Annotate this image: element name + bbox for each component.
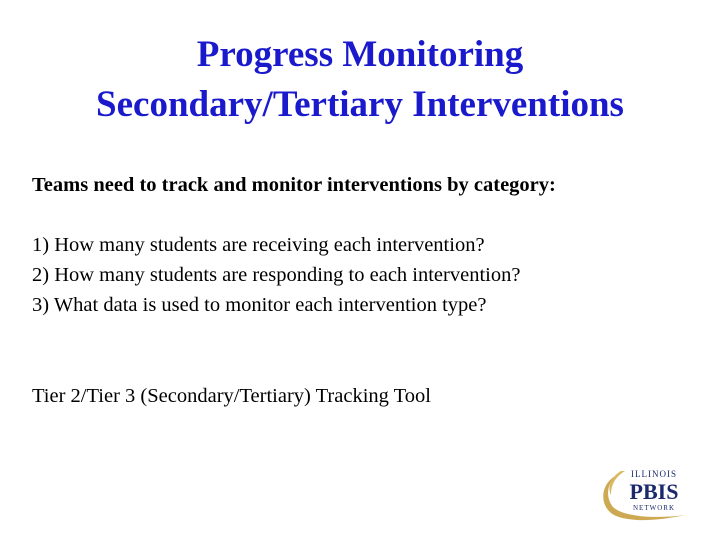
title-line-1: Progress Monitoring [196, 34, 524, 75]
title-line-2: Secondary/Tertiary Interventions [96, 84, 624, 125]
list-item: 2) How many students are responding to each intervention? [32, 264, 521, 286]
slide-title [0, 30, 720, 130]
list-item: 1) How many students are receiving each intervention? [32, 234, 485, 256]
logo-swoosh-accent [609, 471, 625, 495]
logo-text-pbis: PBIS [629, 479, 679, 504]
slide-body [32, 170, 702, 432]
list-item: 3) What data is used to monitor each intervention type? [32, 294, 487, 316]
lead-text: Teams need to track and monitor interventions by category: [32, 174, 556, 196]
logo-text-network: NETWORK [633, 504, 675, 512]
question-list [32, 230, 702, 320]
logo-text-illinois: ILLINOIS [631, 469, 677, 479]
tracking-tool-text: Tier 2/Tier 3 (Secondary/Tertiary) Tracking Tool [32, 385, 431, 407]
illinois-pbis-network-logo [597, 465, 691, 523]
